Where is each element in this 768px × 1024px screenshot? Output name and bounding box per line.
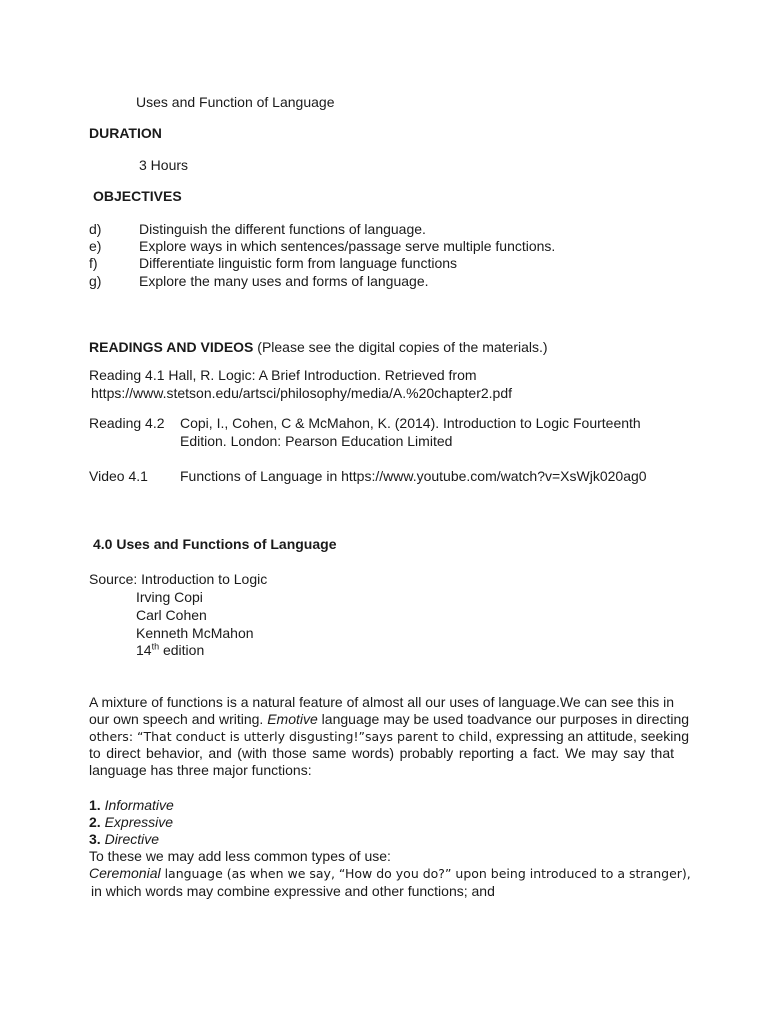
objective-text: Differentiate linguistic form from language functions bbox=[139, 255, 458, 271]
paragraph-line bbox=[89, 711, 690, 728]
objective-marker: e) bbox=[89, 238, 102, 254]
additional-uses-line: To these we may add less common types of use: bbox=[89, 848, 391, 864]
function-name: Informative bbox=[104, 797, 174, 813]
function-number: 2. bbox=[89, 814, 101, 830]
readings-note: (Please see the digital copies of the materials.) bbox=[253, 339, 548, 355]
objective-item bbox=[89, 220, 426, 238]
objective-text: Distinguish the different functions of language. bbox=[139, 221, 426, 237]
document-title: Uses and Function of Language bbox=[136, 94, 335, 110]
reading-1-line-1: Reading 4.1 Hall, R. Logic: A Brief Introduction. Retrieved from bbox=[89, 367, 477, 383]
ceremonial-term: Ceremonial bbox=[89, 865, 161, 881]
objective-item bbox=[89, 237, 555, 255]
function-name: Expressive bbox=[104, 814, 174, 830]
source-author: Irving Copi bbox=[136, 589, 203, 605]
reading-2-line-1: Copi, I., Cohen, C & McMahon, K. (2014). Introduction to Logic Fourteenth bbox=[180, 415, 641, 431]
quoted-example: others: “That conduct is utterly disgusting!”says parent to child bbox=[89, 729, 489, 744]
objective-text: Explore ways in which sentences/passage serve multiple functions. bbox=[139, 238, 556, 254]
paragraph-line: to direct behavior, and (with those same words) probably reporting a fact. We may say that bbox=[89, 745, 674, 761]
source-author: Kenneth McMahon bbox=[136, 625, 254, 641]
objective-item bbox=[89, 254, 457, 272]
reading-2-label: Reading 4.2 bbox=[89, 415, 165, 431]
objectives-heading: OBJECTIVES bbox=[93, 188, 182, 204]
body-paragraph bbox=[89, 694, 690, 779]
edition-suffix: th bbox=[151, 641, 160, 652]
edition-number: 14 bbox=[136, 642, 152, 658]
paragraph-text: language may be used toadvance our purposes in directing bbox=[317, 711, 690, 727]
objective-text: Explore the many uses and forms of language. bbox=[139, 273, 429, 289]
paragraph-text: our own speech and writing. bbox=[89, 711, 268, 727]
reading-1-link: https://www.stetson.edu/artsci/philosophy/media/A.%20chapter2.pdf bbox=[91, 385, 513, 401]
edition-word: edition bbox=[159, 642, 205, 658]
source-label: Source: Introduction to Logic bbox=[89, 571, 268, 587]
function-number: 3. bbox=[89, 831, 101, 847]
objective-marker: g) bbox=[89, 273, 102, 289]
section-heading: 4.0 Uses and Functions of Language bbox=[93, 536, 337, 552]
function-number: 1. bbox=[89, 797, 101, 813]
reading-2-line-2: Edition. London: Pearson Education Limited bbox=[180, 433, 453, 449]
paragraph-line: A mixture of functions is a natural feature of almost all our uses of language.We can see this in bbox=[89, 694, 674, 710]
objective-marker: f) bbox=[89, 255, 98, 271]
readings-heading: READINGS AND VIDEOS bbox=[89, 339, 254, 355]
final-line: in which words may combine expressive and other functions; and bbox=[91, 883, 495, 899]
video-1-text: Functions of Language in https://www.youtube.com/watch?v=XsWjk020ag0 bbox=[180, 468, 647, 484]
emotive-term: Emotive bbox=[267, 711, 318, 727]
ceremonial-line bbox=[89, 864, 691, 883]
readings-heading-line bbox=[89, 338, 548, 356]
duration-heading: DURATION bbox=[89, 125, 162, 141]
paragraph-line bbox=[89, 728, 689, 745]
objective-item bbox=[89, 272, 429, 290]
source-edition bbox=[136, 641, 204, 659]
paragraph-line: language has three major functions: bbox=[89, 762, 312, 778]
ceremonial-text: language (as when we say, “How do you do?” upon being introduced to a stranger), bbox=[160, 866, 691, 881]
function-name: Directive bbox=[104, 831, 160, 847]
function-item bbox=[89, 813, 173, 831]
video-1-label: Video 4.1 bbox=[89, 468, 148, 484]
source-author: Carl Cohen bbox=[136, 607, 207, 623]
duration-value: 3 Hours bbox=[139, 157, 189, 173]
function-item bbox=[89, 830, 159, 848]
objective-marker: d) bbox=[89, 221, 102, 237]
function-item bbox=[89, 796, 174, 814]
paragraph-text: , expressing an attitude, seeking bbox=[488, 728, 689, 744]
